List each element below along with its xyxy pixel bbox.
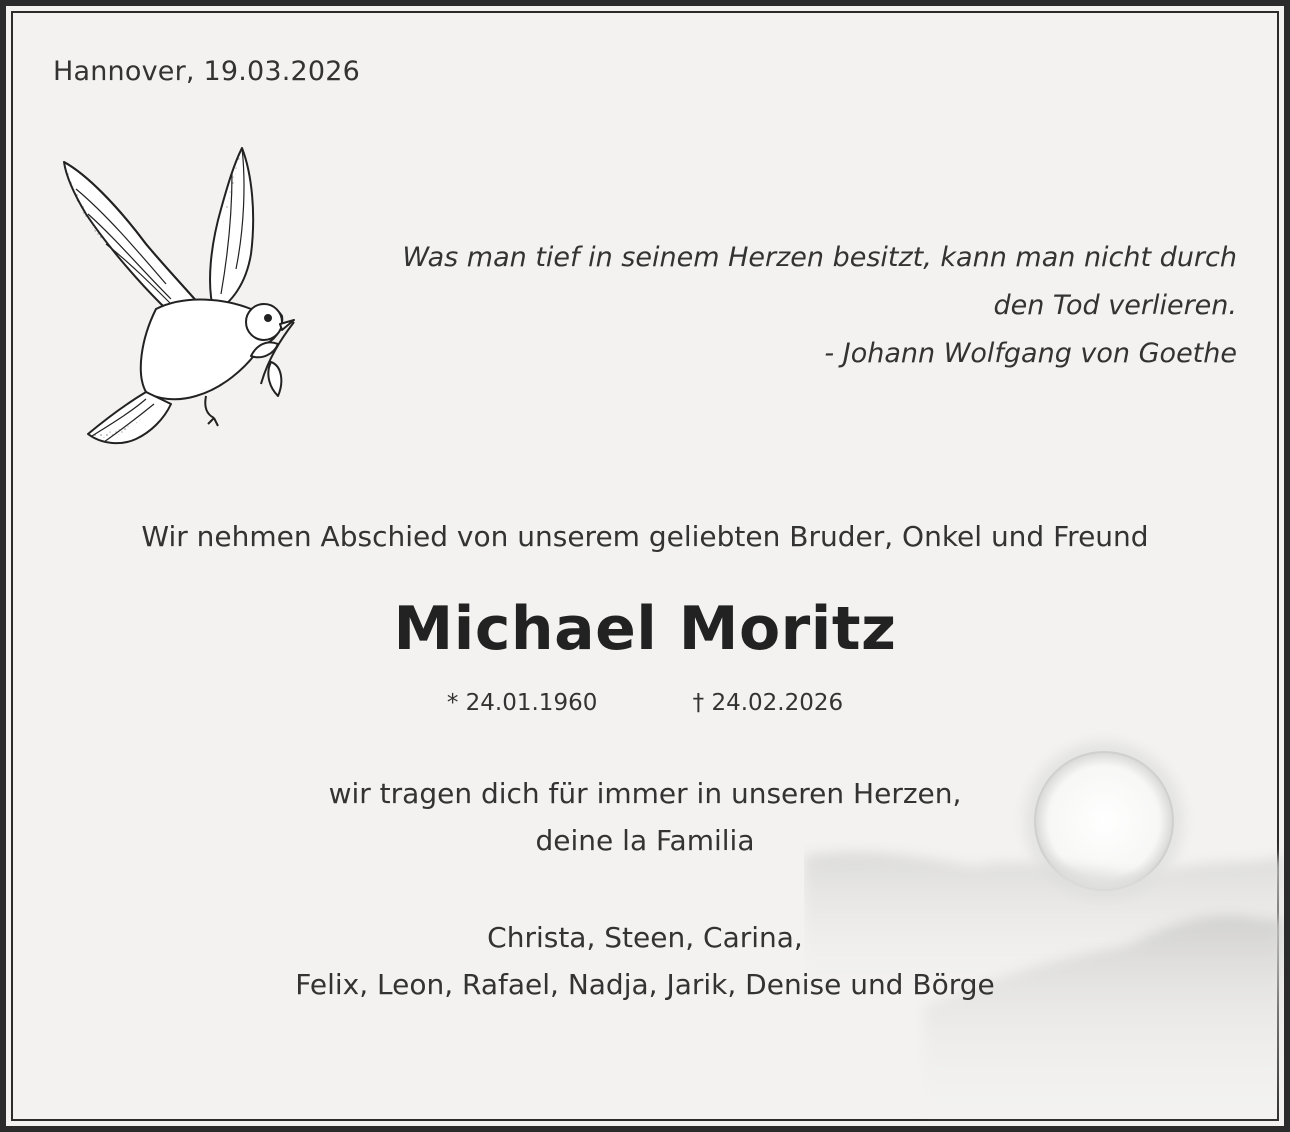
- message-line-2: deine la Familia: [535, 824, 755, 857]
- place-date: Hannover, 19.03.2026: [53, 56, 361, 87]
- life-dates: [6, 690, 1284, 716]
- quote-author: - Johann Wolfgang von Goethe: [824, 338, 1237, 369]
- farewell-intro: Wir nehmen Abschied von unserem geliebten Bruder, Onkel und Freund: [141, 520, 1149, 553]
- dove-icon: [46, 134, 306, 464]
- mourners-list: [6, 914, 1284, 1008]
- goethe-quote: [337, 234, 1237, 378]
- memorial-message: [6, 770, 1284, 864]
- quote-line-1: Was man tief in seinem Herzen besitzt, kann man nicht durch: [402, 242, 1237, 273]
- mourners-line-1: Christa, Steen, Carina,: [487, 921, 803, 954]
- mourners-line-2: Felix, Leon, Rafael, Nadja, Jarik, Denise und Börge: [295, 968, 995, 1001]
- birth-date: * 24.01.1960: [446, 690, 598, 716]
- deceased-name: Michael Moritz: [393, 594, 897, 664]
- obituary-notice: [6, 6, 1284, 1126]
- death-date: † 24.02.2026: [692, 690, 844, 716]
- message-line-1: wir tragen dich für immer in unseren Herzen,: [328, 777, 962, 810]
- quote-line-2: den Tod verlieren.: [993, 290, 1237, 321]
